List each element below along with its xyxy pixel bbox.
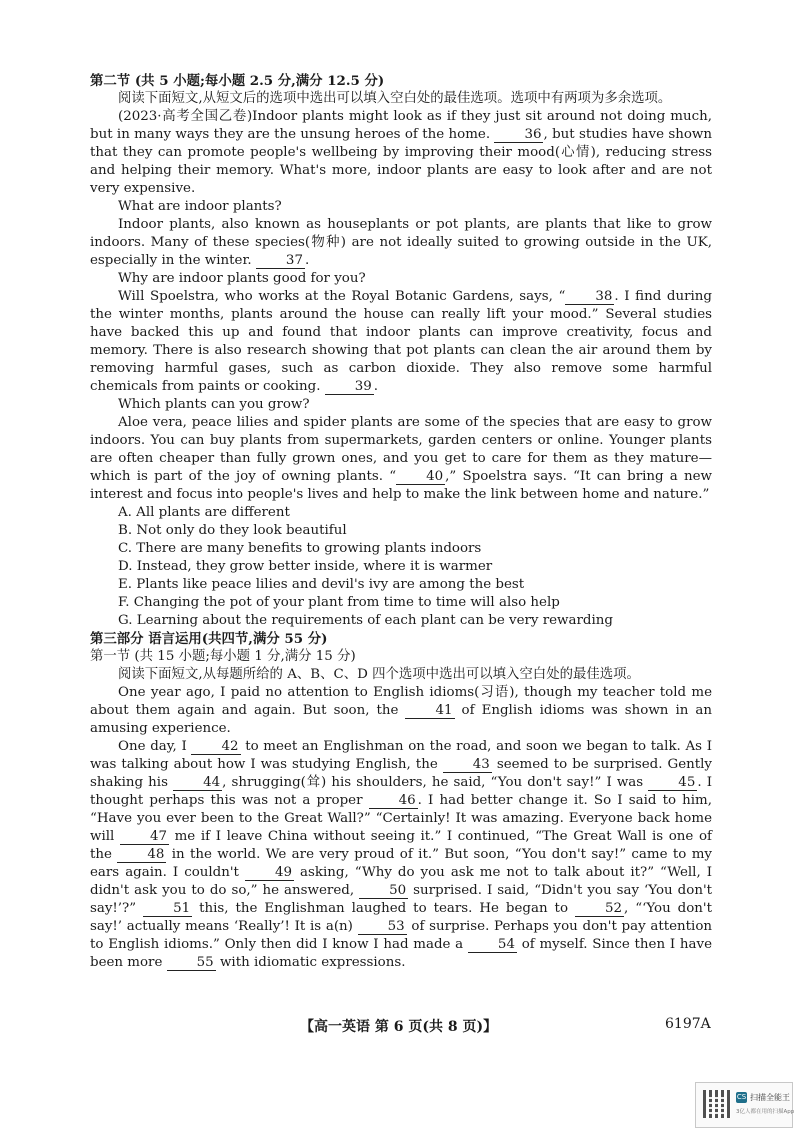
- passage-source: (2023·高考全国乙卷): [118, 109, 253, 124]
- option-a: A. All plants are different: [118, 505, 290, 520]
- passage-paragraph-1: (2023·高考全国乙卷)Indoor plants might look as if they just sit around not doing much, but in many ways they are the unsung heroes of the home. 36 , but studies have shown that they can promote people's wellbeing by improving their mood(心情), reducing stress and helping their memory. What's more, indoor plants are easy to look after and are not very expensive.: [90, 109, 712, 196]
- cloze-paragraph-2: One day, I 42 to meet an Englishman on the road, and soon we began to talk. As I was talking about how I was studying English, the 43 seemed to be surprised. Gently shaking his 44 , shrugging(耸) his shoulders, he said, “You don't say!” I was 45 . I thought perhaps this was not a proper 46 . I had better change it. So I said to him, “Have you ever been to the Great Wall?” “Certainly! It was amazing. Everyone back home will 47 me if I leave China without seeing it.” I continued, “The Great Wall is one of the 48 in the world. We are very proud of it.” But soon, “You don't say!” came to my ears again. I couldn't 49 asking, “Why do you ask me not to talk about it?” “Well, I didn't ask you to do so,” he answered, 50 surprised. I said, “Didn't you say ‘You don't say!’?” 51 this, the Englishman laughed to tears. He began to 52 , “‘You don't say!’ actually means ‘Really’! It is a(n) 53 of surprise. Perhaps you don't pay attention to English idioms.” Only then did I know I had made a 54 of myself. Since then I have been more 55 with idiomatic expressions.: [90, 739, 713, 970]
- blank-51: 51: [143, 901, 192, 917]
- part3-heading: 第三部分 语言运用(共四节,满分 55 分): [90, 631, 328, 647]
- subheading-question-3: Which plants can you grow?: [118, 397, 310, 412]
- qr-code-icon: [703, 1090, 731, 1118]
- option-c: C. There are many benefits to growing plants indoors: [118, 541, 482, 556]
- passage-paragraph-2: Indoor plants, also known as houseplants or pot plants, are plants that like to grow indoors. Many of these species(物种) are not ideally suited to growing outside in the UK, especially in the winter. 37 .: [90, 217, 712, 268]
- option-g: G. Learning about the requirements of each plant can be very rewarding: [118, 613, 613, 628]
- blank-41: 41: [405, 703, 454, 719]
- section2-instruction: 阅读下面短文,从短文后的选项中选出可以填入空白处的最佳选项。选项中有两项为多余选项。: [118, 91, 672, 106]
- scanner-name: 扫描全能王: [750, 1093, 790, 1102]
- blank-37: 37: [256, 253, 305, 269]
- blank-44: 44: [173, 775, 222, 791]
- scanner-tagline: 3亿人都在用的扫描App: [736, 1109, 795, 1115]
- blank-49: 49: [245, 865, 294, 881]
- blank-52: 52: [575, 901, 624, 917]
- blank-48: 48: [117, 847, 166, 863]
- blank-50: 50: [359, 883, 408, 899]
- option-d: D. Instead, they grow better inside, where it is warmer: [118, 559, 493, 574]
- passage-paragraph-3: Will Spoelstra, who works at the Royal Botanic Gardens, says, “ 38 . I find during the winter months, plants around the house can really lift your mood.” Several studies have backed this up and found that indoor plants can improve creativity, focus and memory. There is also research showing that pot plants can clean the air around them by removing harmful gases, such as carbon dioxide. They also remove some harmful chemicals from paints or cooking. 39 .: [90, 289, 712, 394]
- cloze-paragraph-1: One year ago, I paid no attention to English idioms(习语), though my teacher told me about them again and again. But soon, the 41 of English idioms was shown in an amusing experience.: [90, 685, 712, 736]
- subheading-question-1: What are indoor plants?: [118, 199, 282, 214]
- blank-38: 38: [565, 289, 614, 305]
- blank-54: 54: [468, 937, 517, 953]
- blank-53: 53: [358, 919, 407, 935]
- part3-instruction: 阅读下面短文,从每题所给的 A、B、C、D 四个选项中选出可以填入空白处的最佳选项。: [118, 667, 640, 682]
- subheading-question-2: Why are indoor plants good for you?: [118, 271, 366, 286]
- options-list: [90, 504, 712, 630]
- option-e: E. Plants like peace lilies and devil's ivy are among the best: [118, 577, 525, 592]
- footer-code: 6197A: [665, 1016, 711, 1032]
- blank-45: 45: [648, 775, 697, 791]
- scanner-watermark: [695, 1082, 793, 1128]
- section2-heading: 第二节 (共 5 小题;每小题 2.5 分,满分 12.5 分): [90, 73, 385, 89]
- passage-paragraph-4: Aloe vera, peace lilies and spider plants are some of the species that are easy to grow indoors. You can buy plants from supermarkets, garden centers or online. Younger plants are often cheaper than fully grown ones, and you get to care for them as they mature— which is part of the joy of owning plants. “ 40 ,” Spoelstra says. “It can bring a new interest and focus into people's lives and help to make the link between home and nature.”: [90, 415, 712, 502]
- blank-47: 47: [120, 829, 169, 845]
- blank-46: 46: [369, 793, 418, 809]
- blank-36: 36: [494, 127, 543, 143]
- blank-43: 43: [443, 757, 492, 773]
- blank-40: 40: [396, 469, 445, 485]
- blank-42: 42: [191, 739, 240, 755]
- footer-title: 【高一英语 第 6 页(共 8 页)】: [300, 1019, 498, 1035]
- document-page: [90, 72, 712, 972]
- part3-subheading: 第一节 (共 15 小题;每小题 1 分,满分 15 分): [90, 649, 356, 664]
- blank-55: 55: [167, 955, 216, 971]
- blank-39: 39: [325, 379, 374, 395]
- camscanner-logo-icon: CS: [736, 1093, 747, 1101]
- option-f: F. Changing the pot of your plant from time to time will also help: [118, 595, 560, 610]
- option-b: B. Not only do they look beautiful: [118, 523, 347, 538]
